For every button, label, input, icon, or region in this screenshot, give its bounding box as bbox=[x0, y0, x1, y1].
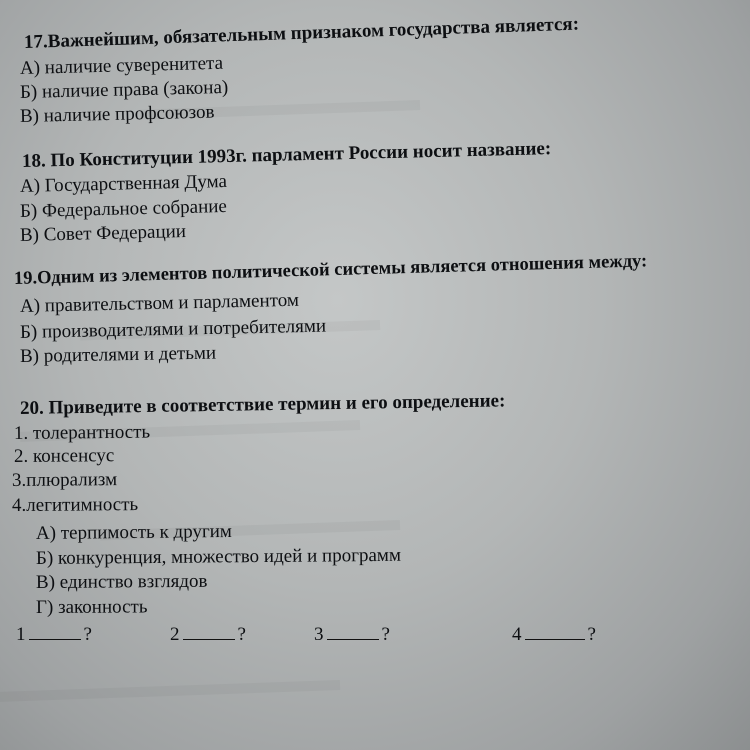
question-17-option-a: А) наличие суверенитета bbox=[19, 52, 224, 79]
answer-number: 2 bbox=[170, 624, 180, 645]
term-1: 1. толерантность bbox=[13, 421, 151, 444]
question-20-title: 20. Приведите в соответствие термин и его определение: bbox=[19, 390, 506, 419]
question-19-option-c: В) родителями и детьми bbox=[19, 342, 217, 367]
question-18-option-a: А) Государственная Дума bbox=[19, 170, 228, 197]
answer-mark: ? bbox=[381, 624, 390, 645]
answer-blank-line bbox=[327, 625, 379, 640]
question-17-option-c: В) наличие профсоюзов bbox=[19, 101, 215, 127]
answer-number: 1 bbox=[16, 624, 26, 645]
definition-a: А) терпимость к другим bbox=[35, 520, 233, 544]
question-17-title: 17.Важнейшим, обязательным признаком государства является: bbox=[23, 13, 580, 53]
question-19-option-b: Б) производителями и потребителями bbox=[19, 315, 327, 343]
answer-slot-4[interactable] bbox=[512, 624, 596, 646]
answer-mark: ? bbox=[587, 624, 596, 645]
answer-number: 4 bbox=[512, 624, 522, 645]
answer-number: 3 bbox=[314, 624, 324, 645]
answer-mark: ? bbox=[83, 624, 92, 645]
term-4: 4.легитимность bbox=[11, 494, 139, 516]
answer-slot-3[interactable] bbox=[314, 624, 390, 646]
answer-slot-1[interactable] bbox=[16, 624, 92, 646]
answer-slot-2[interactable] bbox=[170, 624, 246, 646]
answer-mark: ? bbox=[237, 624, 246, 645]
definition-c: В) единство взглядов bbox=[35, 570, 208, 593]
question-19-title: 19.Одним из элементов политической системы является отношения между: bbox=[13, 251, 648, 289]
question-18-option-b: Б) Федеральное собрание bbox=[19, 195, 228, 222]
term-3: 3.плюрализм bbox=[11, 469, 118, 491]
question-18-title: 18. По Конституции 1993г. парламент России носит название: bbox=[21, 138, 552, 172]
definition-b: Б) конкуренция, множество идей и программ bbox=[35, 544, 402, 569]
question-18-option-c: В) Совет Федерации bbox=[19, 220, 187, 246]
question-17-option-b: Б) наличие права (закона) bbox=[19, 76, 229, 103]
question-19-option-a: А) правительством и парламентом bbox=[19, 289, 300, 317]
answer-blank-line bbox=[29, 625, 81, 640]
term-2: 2. консенсус bbox=[13, 445, 115, 467]
answer-blank-line bbox=[525, 625, 585, 640]
definition-d: Г) законность bbox=[35, 596, 148, 618]
answer-blank-line bbox=[183, 625, 235, 640]
